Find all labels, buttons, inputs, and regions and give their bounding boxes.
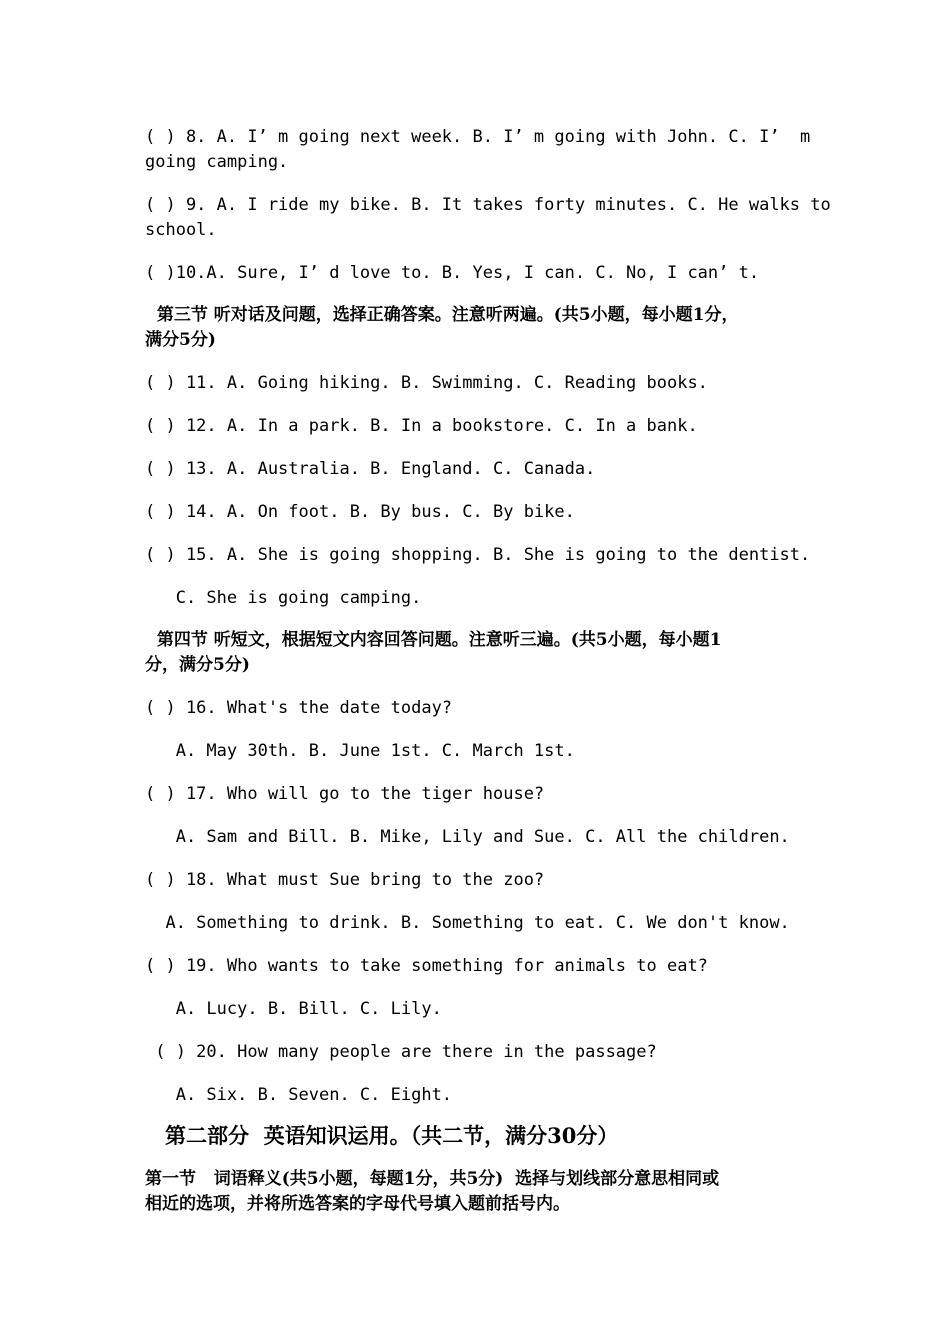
question-10: ( )10.A. Sure, I’ d love to. B. Yes, I can. C. No, I can’ t. xyxy=(145,263,760,283)
question-8-line-2: going camping. xyxy=(145,152,289,172)
question-14: ( ) 14. A. On foot. B. By bus. C. By bike. xyxy=(145,502,575,522)
section-4-heading-line-1: 第四节 听短文，根据短文内容回答问题。注意听三遍。(共5小题，每小题1 xyxy=(145,630,722,650)
question-9-line-1: ( ) 9. A. I ride my bike. B. It takes forty minutes. C. He walks to xyxy=(145,195,831,215)
question-20-options: A. Six. B. Seven. C. Eight. xyxy=(145,1085,453,1105)
question-16: ( ) 16. What's the date today? xyxy=(145,698,453,718)
question-17-options: A. Sam and Bill. B. Mike, Lily and Sue. C. All the children. xyxy=(145,827,790,847)
section-3-heading-line-1: 第三节 听对话及问题，选择正确答案。注意听两遍。(共5小题，每小题1分， xyxy=(145,305,739,325)
question-9-line-2: school. xyxy=(145,220,217,240)
section-4-heading-line-2: 分，满分5分) xyxy=(145,655,250,675)
question-16-options: A. May 30th. B. June 1st. C. March 1st. xyxy=(145,741,575,761)
part-2-section-1-line-2: 相近的选项，并将所选答案的字母代号填入题前括号内。 xyxy=(145,1194,570,1214)
question-19-options: A. Lucy. B. Bill. C. Lily. xyxy=(145,999,442,1019)
question-15: ( ) 15. A. She is going shopping. B. She is going to the dentist. xyxy=(145,545,811,565)
question-20: ( ) 20. How many people are there in the passage? xyxy=(145,1042,657,1062)
question-17: ( ) 17. Who will go to the tiger house? xyxy=(145,784,545,804)
question-18: ( ) 18. What must Sue bring to the zoo? xyxy=(145,870,545,890)
question-18-options: A. Something to drink. B. Something to eat. C. We don't know. xyxy=(145,913,790,933)
question-8-line-1: ( ) 8. A. I’ m going next week. B. I’ m going with John. C. I’ m xyxy=(145,127,811,147)
part-2-section-1-line-1: 第一节 词语释义(共5小题，每题1分，共5分) 选择与划线部分意思相同或 xyxy=(145,1169,720,1189)
section-3-heading-line-2: 满分5分) xyxy=(145,330,216,350)
question-19: ( ) 19. Who wants to take something for animals to eat? xyxy=(145,956,708,976)
question-12: ( ) 12. A. In a park. B. In a bookstore. C. In a bank. xyxy=(145,416,698,436)
question-15-option-c: C. She is going camping. xyxy=(145,588,422,608)
question-11: ( ) 11. A. Going hiking. B. Swimming. C. Reading books. xyxy=(145,373,708,393)
question-13: ( ) 13. A. Australia. B. England. C. Canada. xyxy=(145,459,596,479)
part-2-title: 第二部分 英语知识运用。（共二节，满分30分） xyxy=(165,1123,619,1148)
